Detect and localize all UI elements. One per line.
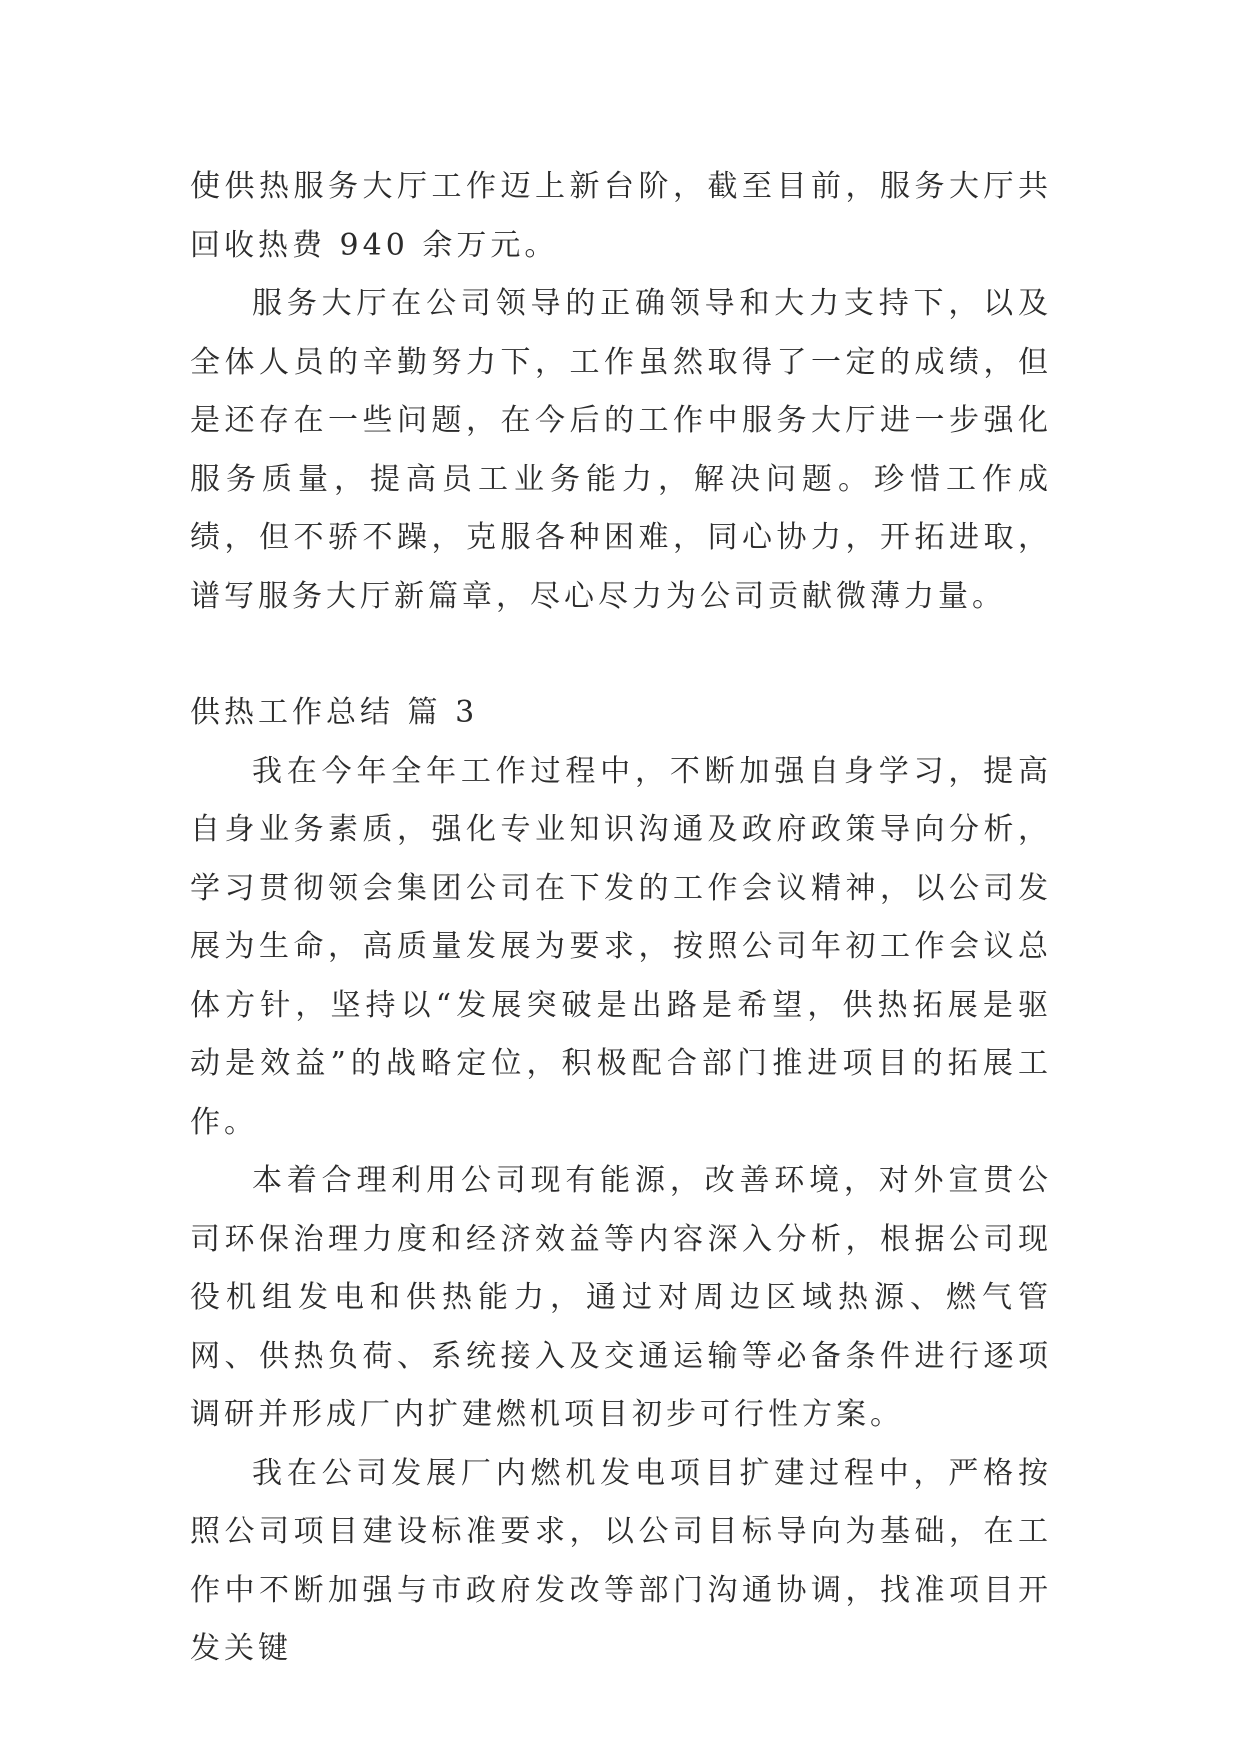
paragraph-annual-work: 我在今年全年工作过程中，不断加强自身学习，提高自身业务素质，强化专业知识沟通及政府政策导向分析，学习贯彻领会集团公司在下发的工作会议精神，以公司发展为生命，高质量发展为要求，按照公司年初工作会议总体方针，坚持以“发展突破是出路是希望，供热拓展是驱动是效益”的战略定位，积极配合部门推进项目的拓展工作。 [190,753,1052,1140]
document-body [190,158,1052,1679]
paragraph-project-expansion: 我在公司发展厂内燃机发电项目扩建过程中，严格按照公司项目建设标准要求，以公司目标导向为基础，在工作中不断加强与市政府发改等部门沟通协调，找准项目开发关键 [190,1455,1052,1666]
paragraph-service-hall: 服务大厅在公司领导的正确领导和大力支持下，以及全体人员的辛勤努力下，工作虽然取得了一定的成绩，但是还存在一些问题，在今后的工作中服务大厅进一步强化服务质量，提高员工业务能力，解决问题。珍惜工作成绩，但不骄不躁，克服各种困难，同心协力，开拓进取，谱写服务大厅新篇章，尽心尽力为公司贡献微薄力量。 [190,286,1052,614]
paragraph-energy-analysis: 本着合理利用公司现有能源，改善环境，对外宣贯公司环保治理力度和经济效益等内容深入分析，根据公司现役机组发电和供热能力，通过对周边区域热源、燃气管网、供热负荷、系统接入及交通运输等必备条件进行逐项调研并形成厂内扩建燃机项目初步可行性方案。 [190,1163,1052,1432]
section-title: 供热工作总结 篇 3 [190,695,479,730]
paragraph-continuation: 使供热服务大厅工作迈上新台阶，截至目前，服务大厅共回收热费 940 余万元。 [190,169,1052,263]
section-spacer [190,626,1052,684]
